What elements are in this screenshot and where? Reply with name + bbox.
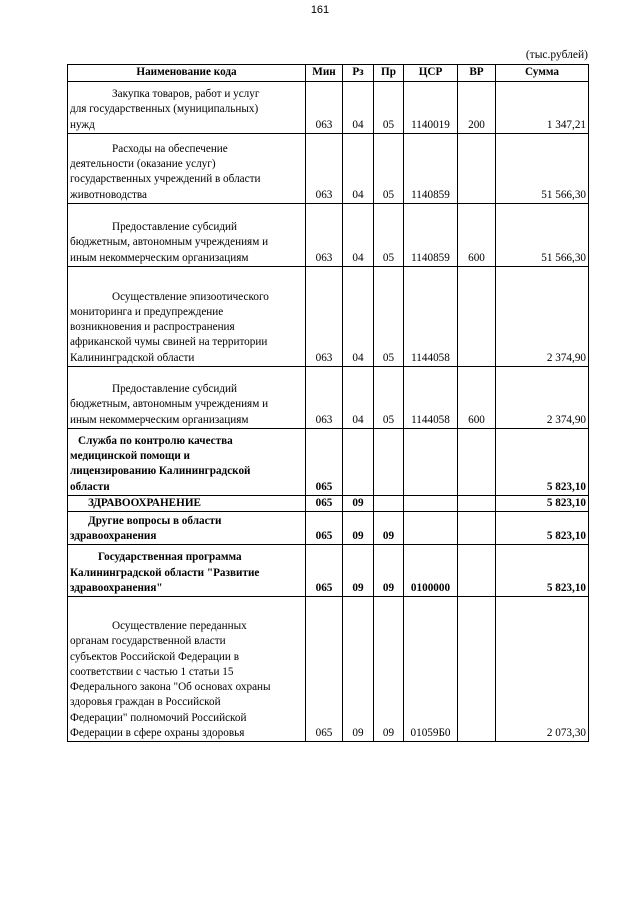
name-line: иным некоммерческим организациям [70,251,249,264]
cell-min: 065 [306,512,343,545]
name-line: Другие вопросы в области [88,514,222,527]
table-row [68,597,589,742]
cell-vr: 600 [458,204,496,267]
cell-csr: 1144058 [404,267,458,367]
name-line: субъектов Российской Федерации в [70,650,239,663]
cell-csr: 1140859 [404,134,458,204]
table-row [68,267,589,367]
name-line: бюджетным, автономным учреждениям и [70,398,269,411]
cell-vr [458,134,496,204]
name-line: бюджетным, автономным учреждениям и [70,236,269,249]
cell-pr [374,496,404,512]
cell-vr [458,512,496,545]
cell-pr: 05 [374,134,404,204]
name-line: ЗДРАВООХРАНЕНИЕ [88,497,201,509]
table-row [68,496,589,512]
row-name [68,512,306,545]
cell-min: 063 [306,134,343,204]
cell-pr: 05 [374,367,404,429]
cell-sum: 5 823,10 [496,512,589,545]
name-line: Государственная программа [98,551,242,564]
cell-csr [404,512,458,545]
name-line: животноводства [70,188,147,201]
cell-sum: 2 374,90 [496,267,589,367]
name-line: Закупка товаров, работ и услуг [112,88,260,101]
cell-vr: 200 [458,82,496,134]
units-label: (тыс.рублей) [525,49,588,61]
name-line: Федерации" полномочий Российской [70,711,247,724]
cell-csr: 0100000 [404,545,458,597]
cell-rz: 09 [343,496,374,512]
row-name [68,597,306,742]
name-line: нужд [70,118,95,131]
cell-sum: 5 823,10 [496,429,589,496]
row-name [68,82,306,134]
cell-rz: 04 [343,267,374,367]
cell-min: 063 [306,82,343,134]
cell-vr [458,267,496,367]
name-line: Расходы на обеспечение [112,142,228,155]
header-vr: ВР [458,65,496,82]
name-line: области [70,480,110,493]
header-pr: Пр [374,65,404,82]
table-row [68,134,589,204]
name-line: Служба по контролю качества [78,434,233,447]
name-line: Калининградской области "Развитие [70,566,260,579]
header-csr: ЦСР [404,65,458,82]
cell-sum: 1 347,21 [496,82,589,134]
cell-rz: 04 [343,204,374,267]
cell-vr: 600 [458,367,496,429]
name-line: здоровья граждан в Российской [70,696,221,709]
cell-csr: 01059Б0 [404,597,458,742]
cell-csr: 1140019 [404,82,458,134]
cell-csr [404,429,458,496]
cell-rz: 09 [343,545,374,597]
name-line: Осуществление переданных [112,619,247,632]
name-line: Федерального закона "Об основах охраны [70,681,271,694]
cell-rz [343,429,374,496]
table-row [68,204,589,267]
header-name: Наименование кода [68,65,306,82]
cell-min: 063 [306,267,343,367]
cell-min: 065 [306,429,343,496]
cell-vr [458,545,496,597]
cell-min: 065 [306,496,343,512]
cell-pr: 05 [374,204,404,267]
cell-pr: 09 [374,512,404,545]
name-line: деятельности (оказание услуг) [70,158,216,171]
name-line: медицинской помощи и [70,450,191,463]
name-line: для государственных (муниципальных) [70,103,259,116]
table-row [68,82,589,134]
row-name [68,134,306,204]
table-row [68,545,589,597]
row-name [68,367,306,429]
cell-rz: 04 [343,134,374,204]
cell-vr [458,496,496,512]
cell-sum: 5 823,10 [496,545,589,597]
cell-pr [374,429,404,496]
cell-csr: 1140859 [404,204,458,267]
name-line: Предоставление субсидий [112,221,238,234]
name-line: лицензированию Калининградской [70,465,251,478]
cell-sum: 5 823,10 [496,496,589,512]
cell-vr [458,597,496,742]
page-number: 161 [310,4,330,16]
row-name [68,204,306,267]
name-line: органам государственной власти [70,635,226,648]
cell-vr [458,429,496,496]
table-row [68,367,589,429]
cell-sum: 2 374,90 [496,367,589,429]
cell-rz: 09 [343,512,374,545]
row-name [68,545,306,597]
cell-min: 065 [306,545,343,597]
table-row [68,512,589,545]
cell-sum: 51 566,30 [496,134,589,204]
name-line: Федерации в сфере охраны здоровья [70,727,245,739]
cell-sum: 2 073,30 [496,597,589,742]
name-line: Предоставление субсидий [112,383,238,396]
cell-pr: 05 [374,267,404,367]
name-line: Осуществление эпизоотического [112,290,269,303]
cell-rz: 09 [343,597,374,742]
cell-csr: 1144058 [404,367,458,429]
table-header-row [68,65,589,82]
name-line: мониторинга и предупреждение [70,305,224,318]
name-line: африканской чумы свиней на территории [70,336,268,349]
cell-min: 065 [306,597,343,742]
name-line: возникновения и распространения [70,321,235,334]
header-min: Мин [306,65,343,82]
cell-rz: 04 [343,82,374,134]
name-line: соответствии с частью 1 статьи 15 [70,665,234,678]
table-row [68,429,589,496]
cell-pr: 09 [374,597,404,742]
header-sum: Сумма [496,65,589,82]
row-name [68,429,306,496]
cell-min: 063 [306,367,343,429]
cell-pr: 09 [374,545,404,597]
cell-rz: 04 [343,367,374,429]
header-rz: Рз [343,65,374,82]
row-name [68,267,306,367]
name-line: Калининградской области [70,351,195,364]
name-line: иным некоммерческим организациям [70,413,249,426]
budget-table [67,64,589,742]
cell-sum: 51 566,30 [496,204,589,267]
cell-pr: 05 [374,82,404,134]
name-line: здравоохранения [70,530,157,542]
cell-min: 063 [306,204,343,267]
name-line: государственных учреждений в области [70,173,261,186]
row-name [68,496,306,512]
cell-csr [404,496,458,512]
name-line: здравоохранения" [70,582,163,594]
